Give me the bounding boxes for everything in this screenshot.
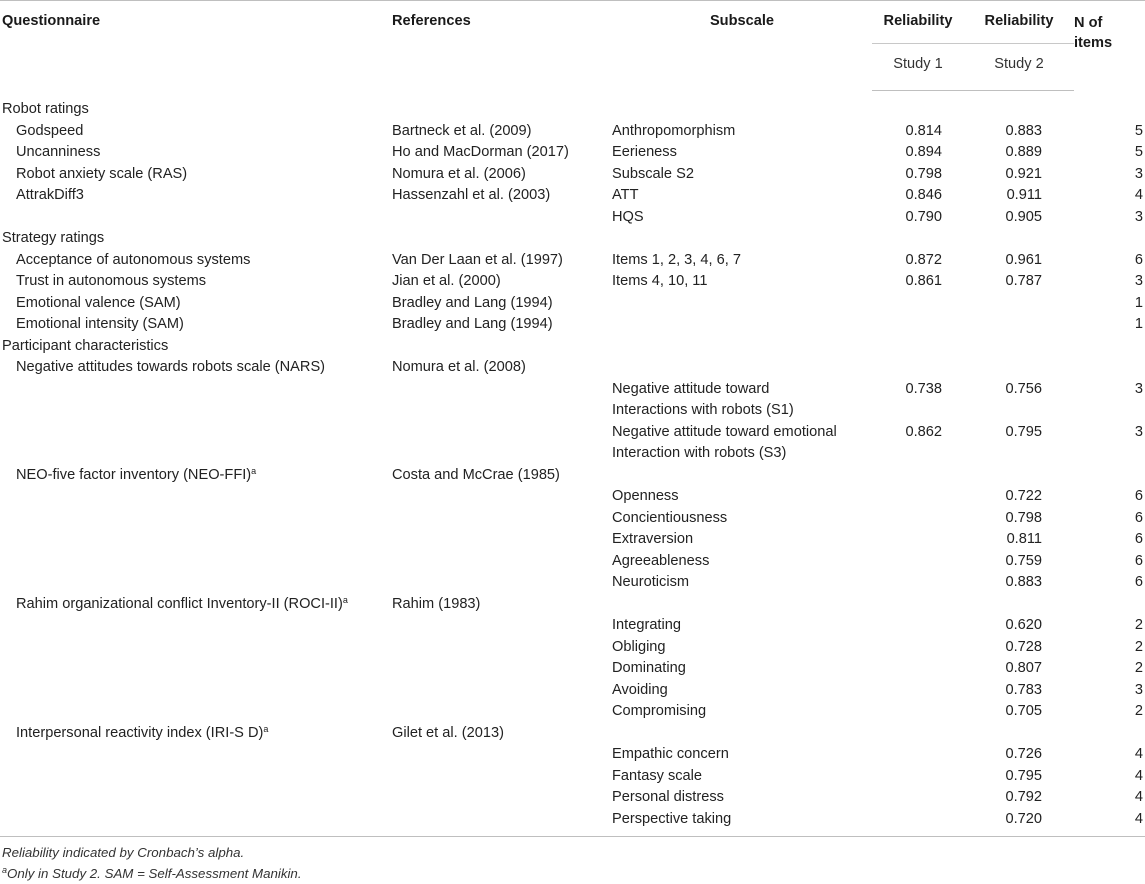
table-row	[0, 250, 1145, 272]
subscale-cell: Empathic concern	[612, 746, 729, 762]
questionnaire-cell	[0, 207, 392, 229]
reference-cell: Costa and McCrae (1985)	[392, 466, 560, 483]
table-row	[0, 164, 1145, 186]
questionnaire-cell: Negative attitudes towards robots scale (NARS)	[16, 359, 326, 375]
questionnaire-label: NEO-five factor inventory (NEO-FFI)	[16, 466, 252, 483]
header-subscale: Subscale	[612, 1, 872, 91]
reliability-study1-cell: 0.814	[905, 122, 942, 139]
n-items-cell: 3	[1134, 681, 1143, 698]
reference-cell	[392, 207, 612, 229]
header-study-1: Study 1	[872, 44, 964, 91]
n-items-cell: 4	[1134, 789, 1143, 805]
footnote-marker: a	[251, 465, 257, 476]
questionnaire-cell	[0, 551, 392, 573]
reliability-study2-cell	[964, 293, 1074, 315]
subscale-cell	[612, 594, 872, 616]
questionnaire-cell	[0, 400, 392, 422]
table-row	[0, 637, 1145, 659]
questionnaire-cell: Trust in autonomous systems	[16, 273, 207, 289]
table-row	[0, 809, 1145, 831]
reliability-study1-cell	[872, 314, 964, 336]
reliability-study1-cell	[872, 551, 964, 573]
questionnaire-cell	[0, 422, 392, 444]
reference-cell	[392, 766, 612, 788]
table-row	[0, 185, 1145, 207]
reference-cell: Rahim (1983)	[392, 595, 481, 612]
group-label: Robot ratings	[2, 101, 89, 117]
n-items-cell: 4	[1134, 767, 1143, 784]
group-row	[0, 99, 1145, 121]
subscale-cell: Agreeableness	[612, 552, 710, 569]
n-items-cell: 4	[1134, 746, 1143, 762]
header-n-items-line2: items	[1074, 35, 1113, 51]
reference-cell	[392, 422, 612, 444]
table-header	[0, 1, 1145, 91]
reliability-study2-cell	[964, 594, 1074, 616]
reliability-study2-cell: 0.720	[1005, 810, 1042, 827]
subscale-cell: Items 1, 2, 3, 4, 6, 7	[612, 251, 741, 268]
reliability-study1-cell: 0.846	[905, 187, 942, 203]
reference-cell: Ho and MacDorman (2017)	[392, 144, 569, 160]
reliability-study2-cell: 0.726	[1005, 746, 1042, 762]
reliability-study1-cell: 0.872	[905, 251, 942, 268]
questionnaire-cell: Emotional valence (SAM)	[16, 294, 181, 311]
reliability-study1-cell	[872, 443, 964, 465]
reliability-study1-cell	[872, 766, 964, 788]
questionnaire-cell: Godspeed	[16, 122, 84, 139]
reliability-study1-cell: 0.790	[905, 208, 942, 225]
table-row	[0, 121, 1145, 143]
subscale-cell: Negative attitude toward emotional	[612, 423, 837, 440]
header-reliability-2: Reliability	[964, 1, 1074, 44]
reference-cell: Hassenzahl et al. (2003)	[392, 187, 551, 203]
reliability-study2-cell: 0.798	[1005, 509, 1042, 526]
reliability-study1-cell	[872, 615, 964, 637]
subscale-cell: HQS	[612, 208, 644, 225]
reference-cell	[392, 637, 612, 659]
reliability-study1-cell: 0.862	[905, 423, 942, 440]
group-row	[0, 336, 1145, 358]
reliability-study2-cell: 0.795	[1005, 767, 1042, 784]
subscale-cell: Interaction with robots (S3)	[612, 445, 787, 461]
reliability-study1-cell: 0.798	[905, 165, 942, 182]
n-items-cell	[1074, 357, 1145, 379]
reference-cell	[392, 486, 612, 508]
subscale-cell: Anthropomorphism	[612, 122, 736, 139]
header-questionnaire: Questionnaire	[0, 1, 392, 91]
table-row	[0, 293, 1145, 315]
subscale-cell: Interactions with robots (S1)	[612, 402, 794, 418]
questionnaire-cell: Uncanniness	[16, 144, 101, 160]
reference-cell	[392, 615, 612, 637]
table-row	[0, 723, 1145, 745]
reliability-study2-cell	[964, 400, 1074, 422]
table-row	[0, 658, 1145, 680]
reliability-study1-cell: 0.894	[905, 144, 942, 160]
questionnaire-cell	[0, 594, 392, 616]
reference-cell: Bradley and Lang (1994)	[392, 294, 553, 311]
reliability-study1-cell	[872, 357, 964, 379]
table-row	[0, 572, 1145, 594]
table-row	[0, 379, 1145, 401]
questionnaire-cell	[0, 744, 392, 766]
subscale-cell: Integrating	[612, 617, 681, 633]
reference-cell	[392, 529, 612, 551]
reliability-study1-cell	[872, 508, 964, 530]
header-n-items-line1: N of	[1074, 15, 1103, 31]
reliability-study1-cell	[872, 701, 964, 723]
reference-cell	[392, 508, 612, 530]
reliability-study2-cell: 0.921	[1005, 165, 1042, 182]
table-row	[0, 357, 1145, 379]
reliability-study1-cell	[872, 572, 964, 594]
questionnaire-cell	[0, 486, 392, 508]
reference-cell	[392, 744, 612, 766]
table-row	[0, 787, 1145, 809]
reliability-study2-cell: 0.792	[1005, 789, 1042, 805]
questionnaire-label: Interpersonal reactivity index (IRI-S D)	[16, 724, 264, 741]
questionnaire-cell: Acceptance of autonomous systems	[16, 251, 251, 268]
n-items-cell: 3	[1134, 165, 1143, 182]
reference-cell	[392, 443, 612, 465]
reference-cell	[392, 572, 612, 594]
n-items-cell: 6	[1134, 552, 1143, 569]
reliability-study2-cell: 0.811	[1006, 531, 1042, 547]
reference-cell: Jian et al. (2000)	[392, 273, 501, 289]
questionnaire-cell: Emotional intensity (SAM)	[16, 316, 184, 332]
questionnaire-cell	[0, 443, 392, 465]
reliability-study1-cell: 0.738	[905, 380, 942, 397]
header-references: References	[392, 1, 612, 91]
n-items-cell: 6	[1134, 251, 1143, 268]
table-row	[0, 207, 1145, 229]
table-row	[0, 142, 1145, 164]
questionnaire-cell	[0, 680, 392, 702]
reference-cell	[392, 809, 612, 831]
reliability-study1-cell	[872, 486, 964, 508]
table-row	[0, 400, 1145, 422]
n-items-cell: 5	[1134, 122, 1143, 139]
questionnaire-cell	[0, 572, 392, 594]
subscale-cell: Items 4, 10, 11	[612, 273, 708, 289]
subscale-cell: Personal distress	[612, 789, 724, 805]
table-row	[0, 551, 1145, 573]
n-items-cell: 6	[1134, 509, 1143, 526]
reliability-study1-cell	[872, 400, 964, 422]
reliability-study2-cell	[964, 357, 1074, 379]
reference-cell	[392, 400, 612, 422]
reference-cell: Bradley and Lang (1994)	[392, 316, 553, 332]
reliability-study2-cell: 0.807	[1005, 660, 1042, 676]
reference-cell	[392, 379, 612, 401]
reference-cell	[392, 701, 612, 723]
questionnaire-cell	[0, 615, 392, 637]
table-row	[0, 486, 1145, 508]
n-items-cell	[1074, 443, 1145, 465]
questionnaire-cell	[0, 465, 392, 487]
reference-cell: Gilet et al. (2013)	[392, 724, 504, 741]
subscale-cell: Fantasy scale	[612, 767, 703, 784]
subscale-cell	[612, 314, 872, 336]
reliability-study1-cell	[872, 465, 964, 487]
table-row	[0, 701, 1145, 723]
footnote-reliability: Reliability indicated by Cronbach’s alpha.	[2, 845, 245, 860]
n-items-cell: 2	[1134, 703, 1143, 719]
table-footnotes	[0, 842, 1145, 884]
n-items-cell	[1074, 465, 1145, 487]
reliability-study1-cell	[872, 809, 964, 831]
reliability-study1-cell	[872, 744, 964, 766]
footnote-study2-text: Only in Study 2. SAM = Self-Assessment Manikin.	[7, 866, 302, 881]
table-row	[0, 744, 1145, 766]
reference-cell: Van Der Laan et al. (1997)	[392, 251, 563, 268]
subscale-cell: Neuroticism	[612, 574, 690, 590]
reference-cell: Nomura et al. (2006)	[392, 165, 526, 182]
reliability-study2-cell: 0.722	[1005, 488, 1042, 504]
table-row	[0, 766, 1145, 788]
n-items-cell: 3	[1134, 273, 1143, 289]
group-row	[0, 228, 1145, 250]
questionnaire-cell	[0, 637, 392, 659]
n-items-cell: 3	[1134, 380, 1143, 397]
subscale-cell: Concientiousness	[612, 509, 728, 526]
reliability-study2-cell: 0.705	[1005, 703, 1042, 719]
reliability-study1-cell	[872, 787, 964, 809]
reference-cell	[392, 680, 612, 702]
reliability-study2-cell: 0.783	[1005, 681, 1042, 698]
subscale-cell	[612, 357, 872, 379]
reference-cell	[392, 787, 612, 809]
table-row	[0, 594, 1145, 616]
n-items-cell: 3	[1134, 208, 1143, 225]
reliability-study1-cell	[872, 680, 964, 702]
subscale-cell: Openness	[612, 488, 679, 504]
header-reliability-1: Reliability	[872, 1, 964, 44]
footnote-marker: a	[263, 723, 269, 734]
reliability-study2-cell: 0.620	[1005, 617, 1042, 633]
reference-cell: Nomura et al. (2008)	[392, 359, 526, 375]
reliability-study2-cell: 0.961	[1005, 251, 1042, 268]
n-items-cell: 4	[1134, 187, 1143, 203]
n-items-cell: 6	[1134, 488, 1143, 504]
subscale-cell: Negative attitude toward	[612, 380, 770, 397]
reliability-study2-cell: 0.883	[1005, 122, 1042, 139]
questionnaire-cell: AttrakDiff3	[16, 187, 84, 203]
subscale-cell	[612, 723, 872, 745]
reliability-study2-cell: 0.759	[1005, 552, 1042, 569]
subscale-cell: Compromising	[612, 703, 707, 719]
n-items-cell: 2	[1134, 638, 1143, 655]
group-label: Strategy ratings	[2, 230, 105, 246]
reliability-study2-cell: 0.889	[1005, 144, 1042, 160]
subscale-cell	[612, 465, 872, 487]
footnote-marker: a	[2, 865, 8, 875]
table-row	[0, 314, 1145, 336]
subscale-cell: Obliging	[612, 638, 666, 655]
reliability-study2-cell: 0.728	[1005, 638, 1042, 655]
subscale-cell: Extraversion	[612, 531, 694, 547]
reliability-study2-cell: 0.883	[1005, 574, 1042, 590]
reliability-study2-cell	[964, 314, 1074, 336]
reliability-study2-cell: 0.911	[1006, 187, 1042, 203]
questionnaire-cell	[0, 379, 392, 401]
table-row	[0, 529, 1145, 551]
reliability-study2-cell: 0.756	[1005, 380, 1042, 397]
reliability-study2-cell	[964, 443, 1074, 465]
reliability-study1-cell	[872, 293, 964, 315]
subscale-cell: Subscale S2	[612, 165, 694, 182]
reliability-study1-cell	[872, 529, 964, 551]
n-items-cell: 5	[1134, 144, 1143, 160]
questionnaire-cell	[0, 508, 392, 530]
subscale-cell	[612, 293, 872, 315]
questionnaire-cell: Robot anxiety scale (RAS)	[16, 165, 188, 182]
reliability-study1-cell: 0.861	[905, 273, 942, 289]
n-items-cell	[1074, 723, 1145, 745]
footnote-marker: a	[342, 594, 348, 605]
reliability-study1-cell	[872, 594, 964, 616]
questionnaire-cell	[0, 723, 392, 745]
subscale-cell: Perspective taking	[612, 810, 732, 827]
subscale-cell: Avoiding	[612, 681, 668, 698]
n-items-cell: 6	[1134, 574, 1143, 590]
n-items-cell: 1	[1134, 294, 1143, 311]
table-row	[0, 465, 1145, 487]
n-items-cell: 2	[1134, 617, 1143, 633]
reference-cell	[392, 551, 612, 573]
reliability-study2-cell: 0.787	[1005, 273, 1042, 289]
n-items-cell: 1	[1134, 316, 1143, 332]
reliability-study2-cell: 0.795	[1005, 423, 1042, 440]
reference-cell	[392, 658, 612, 680]
table-row	[0, 680, 1145, 702]
reliability-study1-cell	[872, 723, 964, 745]
reliability-study1-cell	[872, 658, 964, 680]
subscale-cell: ATT	[612, 187, 639, 203]
questionnaire-cell	[0, 701, 392, 723]
table-body	[0, 91, 1145, 837]
n-items-cell: 4	[1134, 810, 1143, 827]
reliability-study2-cell	[964, 723, 1074, 745]
questionnaire-cell	[0, 766, 392, 788]
subscale-cell: Dominating	[612, 660, 686, 676]
subscale-cell: Eerieness	[612, 144, 677, 160]
reference-cell: Bartneck et al. (2009)	[392, 122, 532, 139]
n-items-cell	[1074, 594, 1145, 616]
questionnaire-cell	[0, 787, 392, 809]
table-row	[0, 422, 1145, 444]
reliability-study2-cell: 0.905	[1005, 208, 1042, 225]
table-row	[0, 271, 1145, 293]
questionnaire-cell	[0, 809, 392, 831]
n-items-cell: 6	[1134, 531, 1143, 547]
header-study-2: Study 2	[964, 44, 1074, 91]
reliability-study2-cell	[964, 465, 1074, 487]
n-items-cell	[1074, 400, 1145, 422]
group-label: Participant characteristics	[2, 337, 169, 354]
n-items-cell: 3	[1134, 423, 1143, 440]
questionnaire-cell	[0, 529, 392, 551]
questionnaire-label: Rahim organizational conflict Inventory-II (ROCI-II)	[16, 595, 343, 612]
table-row	[0, 508, 1145, 530]
questionnaire-cell	[0, 658, 392, 680]
footnote-study2	[2, 863, 1145, 884]
table-row	[0, 443, 1145, 465]
n-items-cell: 2	[1134, 660, 1143, 676]
header-n-items	[1074, 1, 1145, 91]
table-row	[0, 615, 1145, 637]
reliability-study1-cell	[872, 637, 964, 659]
